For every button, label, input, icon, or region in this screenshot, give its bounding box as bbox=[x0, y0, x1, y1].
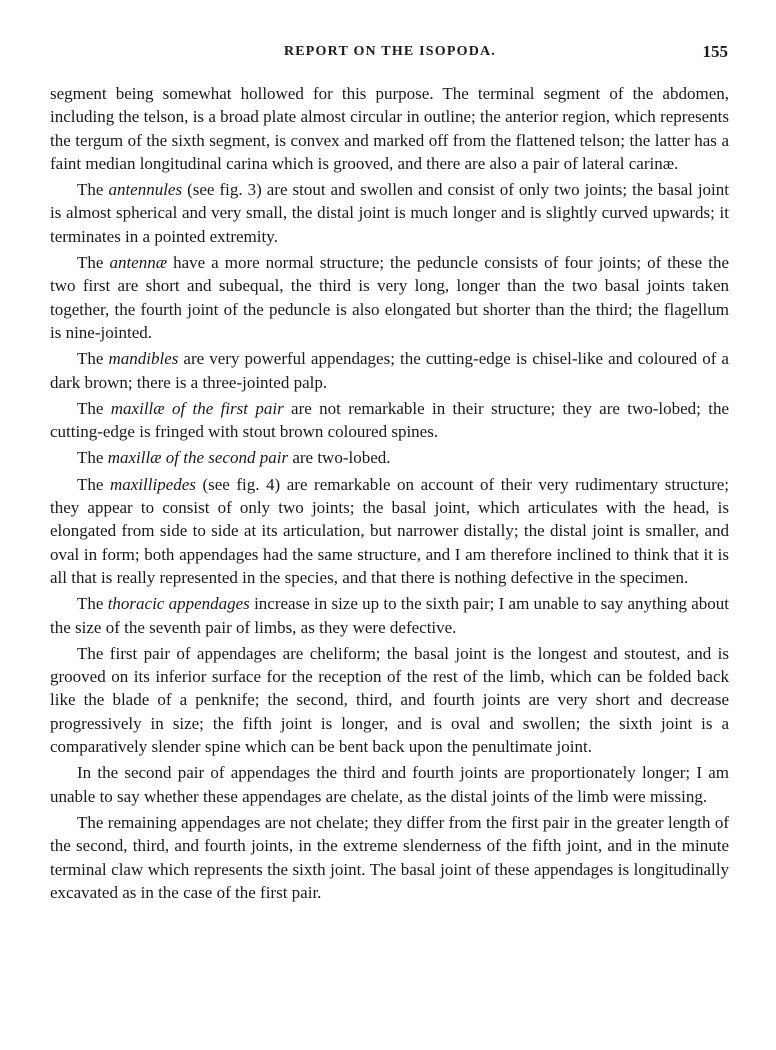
running-header bbox=[50, 38, 730, 68]
italic-term: maxillæ of the first pair bbox=[110, 398, 284, 418]
text-run: increase in size up to the sixth pair; I am unable to say anything about the size of the seventh pair of limbs, as they were defective. bbox=[50, 594, 730, 637]
text-run: (see fig. 4) are remarkable on account of their very rudimentary structure; they appear to consist of only two joints; the basal joint, which articulates with the head, is elongated from side to side at its articulation, but narrower distally; the distal joint is smaller, and oval in form; both appendages had the same structure, and I am therefore inclined to think that it is all that is really represented in the species, and that there is nothing defective in the specimen. bbox=[50, 474, 729, 587]
body-text bbox=[50, 82, 729, 907]
text-run: In the second pair of appendages the third and fourth joints are proportionately longer; I am unable to say whether these appendages are chelate, as the distal joints of the limb were missing. bbox=[50, 763, 729, 806]
paragraph bbox=[50, 82, 729, 175]
paragraph bbox=[50, 446, 729, 469]
paragraph bbox=[50, 642, 729, 758]
text-run: The bbox=[77, 594, 108, 614]
text-run: (see fig. 3) are stout and swollen and consist of only two joints; the basal joint is almost spherical and very small, the distal joint is much longer and is slightly curved upwards; it terminates in a pointed extremity. bbox=[50, 180, 729, 246]
paragraph bbox=[50, 397, 729, 444]
italic-term: maxillæ of the second pair bbox=[107, 448, 289, 468]
text-run: The bbox=[77, 398, 111, 418]
text-run: The bbox=[77, 253, 110, 273]
italic-term: thoracic appendages bbox=[107, 594, 250, 614]
text-run: have a more normal structure; the peduncle consists of four joints; of these the two first are short and subequal, the third is very long, longer than the two basal joints taken together, the fourth joint of the peduncle is also elongated but shorter than the third; the flagellum is nine-jointed. bbox=[50, 253, 729, 342]
text-run: The bbox=[77, 349, 109, 369]
page-number: 155 bbox=[702, 42, 728, 61]
italic-term: antennules bbox=[108, 180, 183, 200]
italic-term: maxillipedes bbox=[109, 474, 196, 494]
italic-term: antennæ bbox=[109, 253, 168, 273]
text-run: The bbox=[77, 180, 109, 200]
paragraph bbox=[50, 178, 729, 248]
paragraph bbox=[50, 761, 729, 808]
text-run: are two-lobed. bbox=[288, 448, 391, 468]
paragraph bbox=[50, 347, 729, 394]
paragraph bbox=[50, 251, 729, 344]
text-run: segment being somewhat hollowed for this purpose. The terminal segment of the abdomen, including the telson, is a broad plate almost circular in outline; the anterior region, which represents the tergum of the sixth segment, is convex and marked off from the flattened telson; the latter has a faint median longitudinal carina which is grooved, and there are also a pair of lateral carinæ. bbox=[50, 84, 729, 173]
text-run: are very powerful appendages; the cutting-edge is chisel-like and coloured of a dark brown; there is a three-jointed palp. bbox=[50, 349, 729, 392]
paragraph bbox=[50, 811, 729, 904]
text-run: The bbox=[77, 448, 108, 468]
running-title: REPORT ON THE ISOPODA. bbox=[283, 44, 497, 59]
text-run: The first pair of appendages are cheliform; the basal joint is the longest and stoutest, and is grooved on its inferior surface for the reception of the rest of the limb, which can be folded back like the blade of a penknife; the second, third, and fourth joints are very short and decrease progressively in size; the fifth joint is longer, and is oval and swollen; the sixth joint is a comparatively slender spine which can be bent back upon the penultimate joint. bbox=[50, 643, 729, 757]
italic-term: mandibles bbox=[108, 349, 179, 369]
paragraph bbox=[50, 592, 729, 639]
text-run: The bbox=[77, 474, 110, 494]
text-run: The remaining appendages are not chelate; they differ from the first pair in the greater length of the second, third, and fourth joints, in the extreme slenderness of the fifth joint, and in the minute terminal claw which represents the sixth joint. The basal joint of these appendages is longitudinally excavated as in the case of the first pair. bbox=[50, 812, 729, 902]
paragraph bbox=[50, 473, 729, 589]
text-run: are not remarkable in their structure; they are two-lobed; the cutting-edge is fringed with stout brown coloured spines. bbox=[50, 398, 730, 442]
